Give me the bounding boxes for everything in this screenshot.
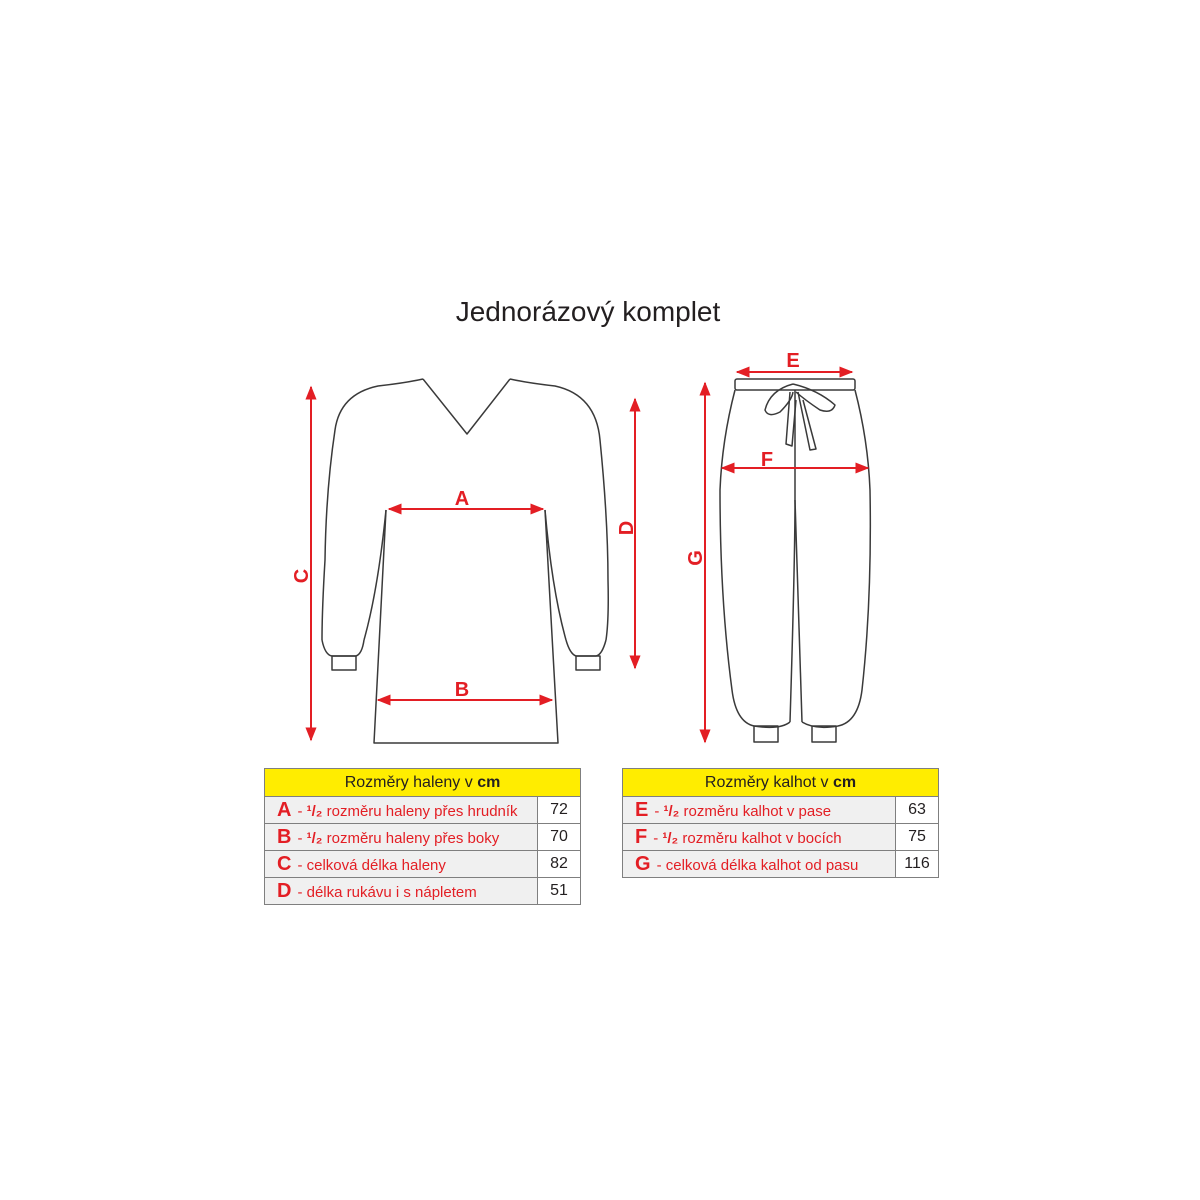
dim-e-label: E — [786, 350, 800, 372]
table-row: B - ¹/₂ rozměru haleny přes boky 70 — [265, 824, 581, 851]
row-value: 63 — [896, 797, 939, 824]
row-value: 75 — [896, 824, 939, 851]
table-row: G - celková délka kalhot od pasu 116 — [623, 851, 939, 878]
shirt-size-table — [264, 768, 581, 905]
row-value: 70 — [538, 824, 581, 851]
table-row: A - ¹/₂ rozměru haleny přes hrudník 72 — [265, 797, 581, 824]
table-row: F - ¹/₂ rozměru kalhot v bocích 75 — [623, 824, 939, 851]
row-value: 82 — [538, 851, 581, 878]
dim-c-label: C — [291, 568, 313, 584]
dim-d-label: D — [616, 520, 638, 536]
dim-f-label: F — [760, 449, 774, 471]
page-title: Jednorázový komplet — [455, 296, 721, 327]
shirt-table-header: Rozměry haleny v cm — [265, 769, 581, 797]
pants-outline — [720, 379, 870, 742]
pants-table-header: Rozměry kalhot v cm — [623, 769, 939, 797]
row-value: 116 — [896, 851, 939, 878]
dim-b-label: B — [454, 679, 470, 701]
table-row: D - délka rukávu i s nápletem 51 — [265, 878, 581, 905]
table-row: C - celková délka haleny 82 — [265, 851, 581, 878]
table-row: E - ¹/₂ rozměru kalhot v pase 63 — [623, 797, 939, 824]
row-value: 72 — [538, 797, 581, 824]
row-value: 51 — [538, 878, 581, 905]
pants-size-table — [622, 768, 939, 878]
dim-a-label: A — [454, 488, 470, 510]
dim-g-label: G — [685, 550, 707, 566]
